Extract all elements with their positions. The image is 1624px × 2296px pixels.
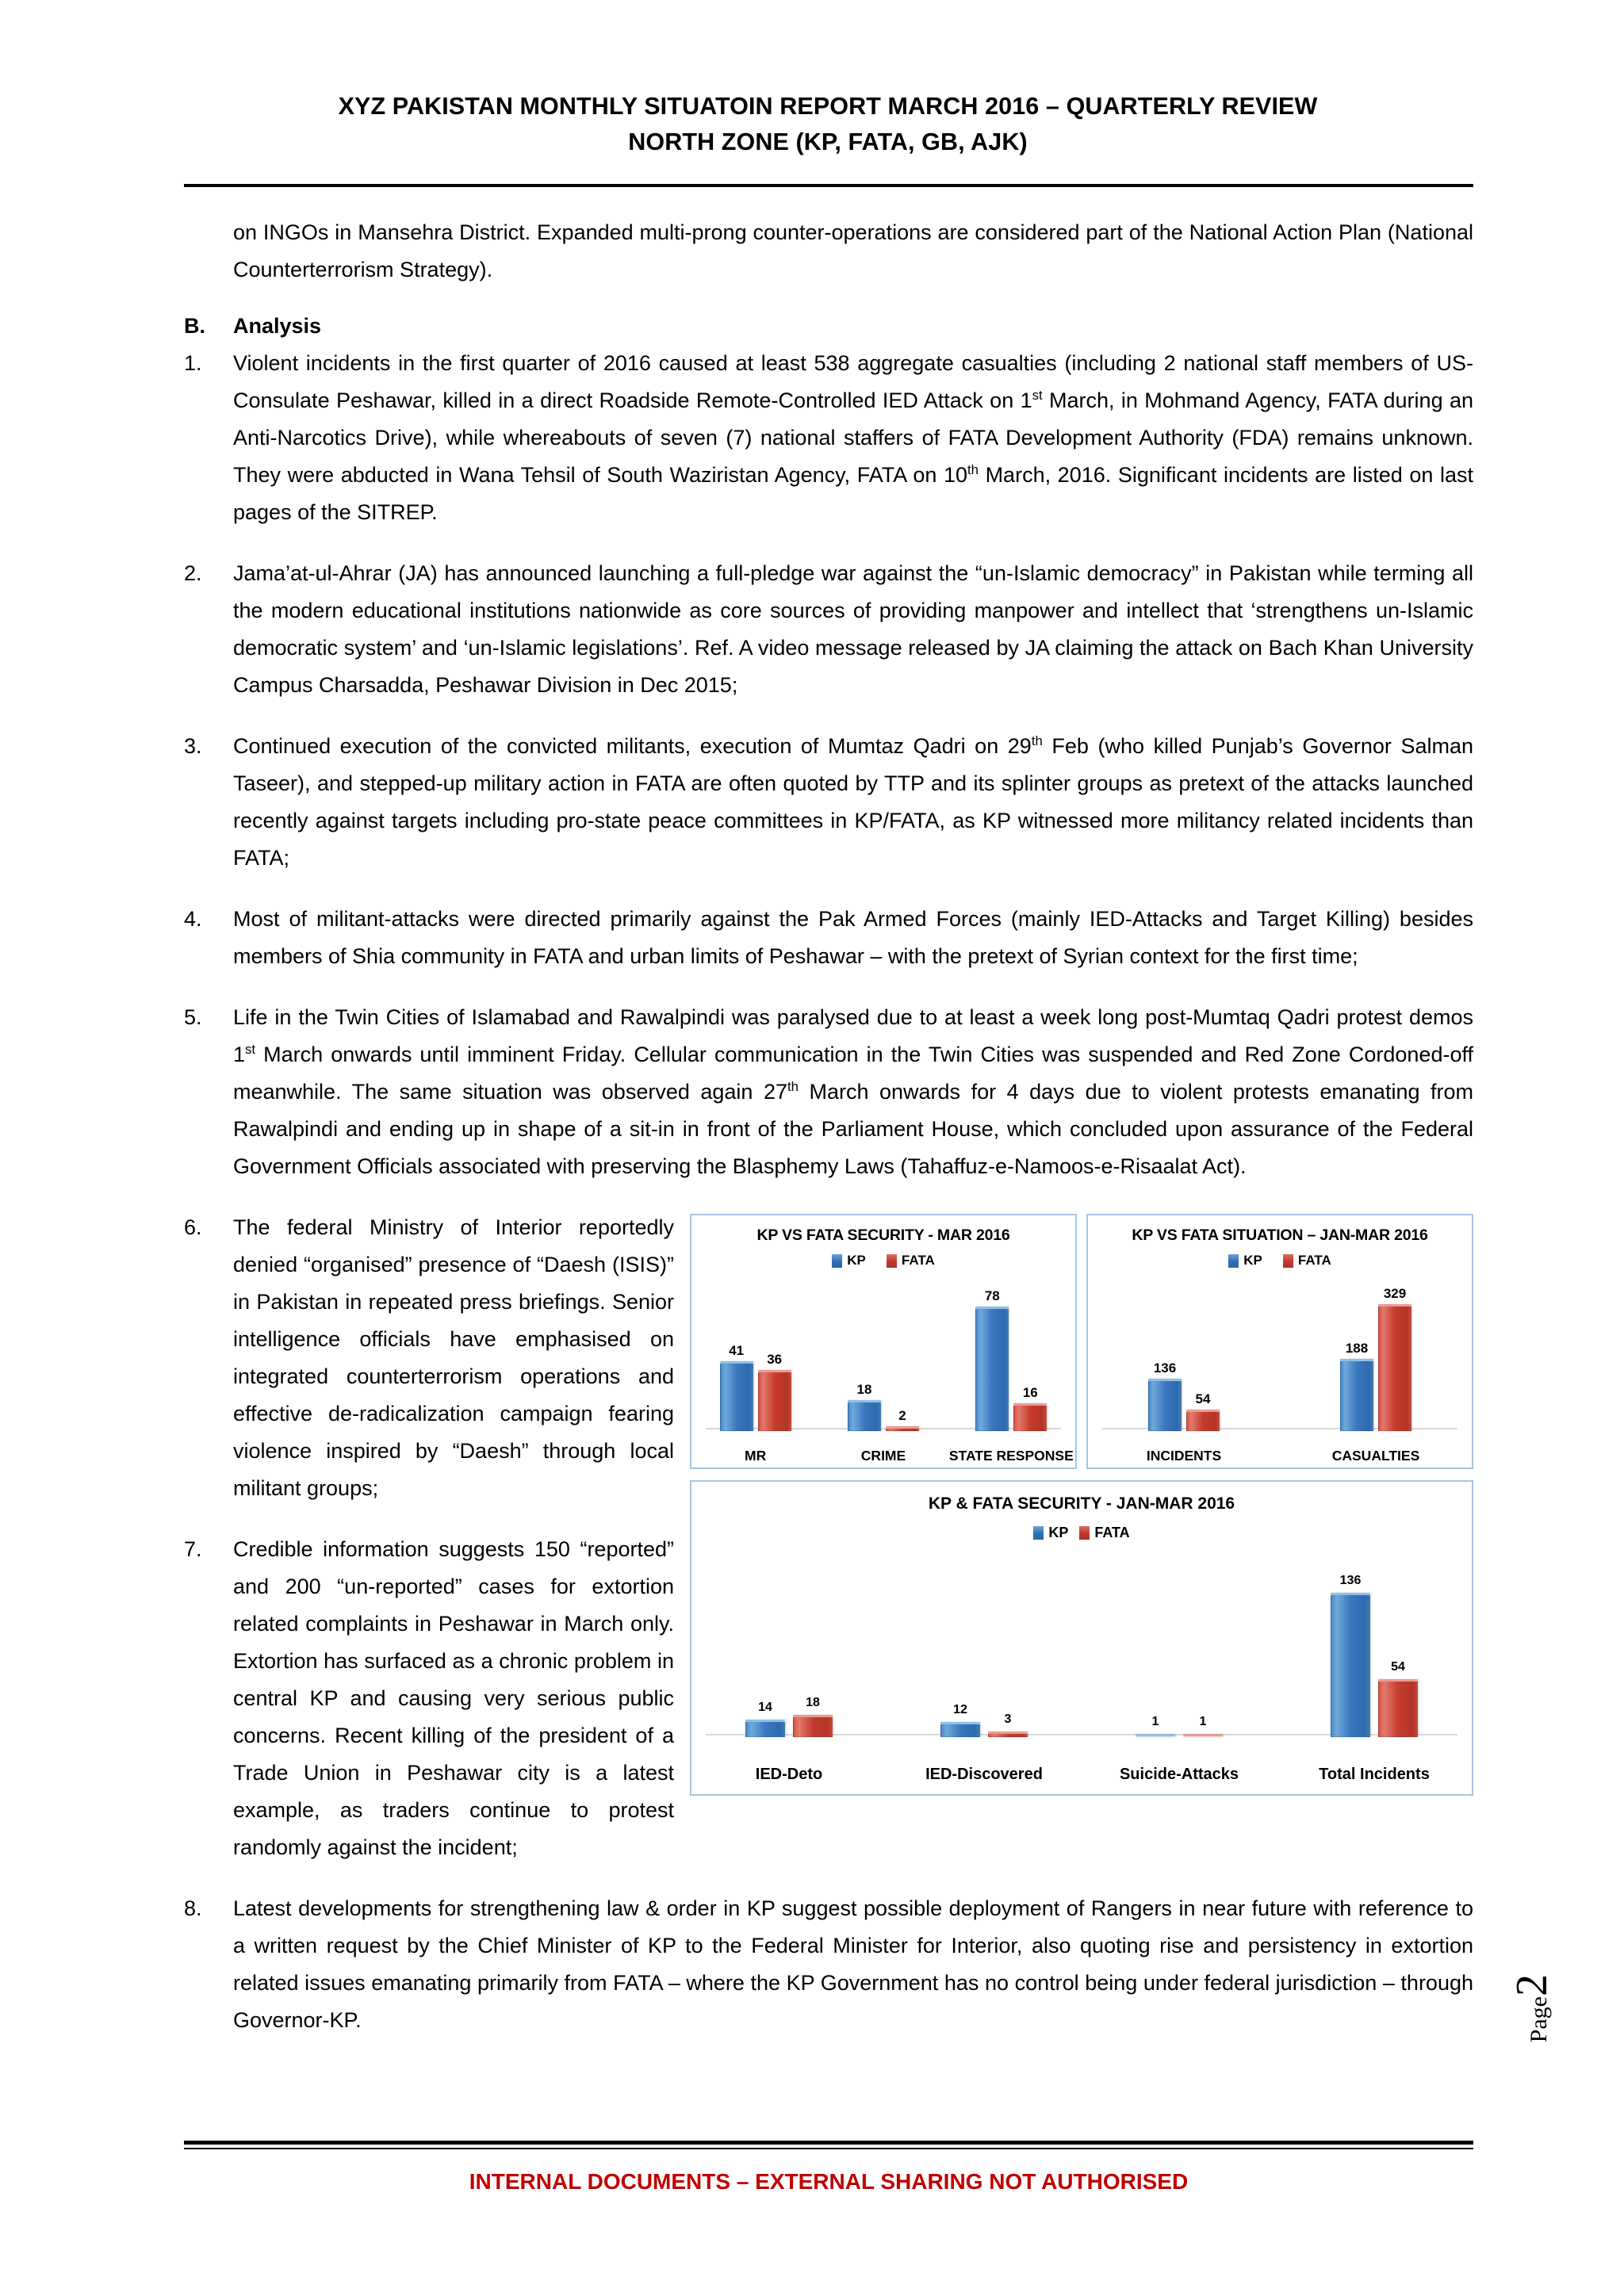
- chart-1-title: KP VS FATA SECURITY - MAR 2016: [756, 1226, 1010, 1244]
- chart-3-value-kp-total-incidents: 136: [1339, 1574, 1362, 1587]
- item-6-text: The federal Ministry of Interior reportedly denied “organised” presence of “Daesh (ISIS)” in Pakistan in repeated press briefings. Senior intelligence officials have emphasised on integrated counterterrorism operations and effective de-radicalization campaign fearing violence inspired by “Daesh” through local militant groups;: [233, 1215, 674, 1500]
- chart-1-value-fata-mr: 36: [767, 1352, 783, 1367]
- section-heading-analysis: [184, 308, 1473, 345]
- document-header: [184, 89, 1472, 160]
- chart-1-legend-label-kp: KP: [847, 1253, 866, 1268]
- list-marker-7: 7.: [184, 1537, 202, 1561]
- item-5-text-part-2: March onwards until imminent Friday. Cellular communication in the Twin Cities was suspended and Red Zone Cordoned-off meanwhile. The same situation was observed again 27: [233, 1043, 1473, 1104]
- list-marker-4: 4.: [184, 907, 202, 931]
- analysis-item-3: [184, 728, 1473, 877]
- analysis-item-2: [184, 555, 1473, 704]
- analysis-item-4: [184, 901, 1473, 975]
- chart-2-value-kp-incidents: 136: [1153, 1360, 1177, 1376]
- charts-and-text-block: [184, 1209, 1473, 1866]
- list-marker-5: 5.: [184, 1005, 202, 1029]
- page-number: [1507, 1974, 1557, 2042]
- footer-divider-thick: [184, 2141, 1473, 2145]
- chart-3-value-kp-suicide-attacks: 1: [1151, 1715, 1159, 1728]
- chart-3-value-fata-ied-deto: 18: [806, 1696, 820, 1709]
- item-5-ordinal-1: st: [245, 1042, 256, 1057]
- item-1-text-part-3: March, 2016. Significant incidents are listed on last pages of the SITREP.: [233, 463, 1473, 524]
- analysis-item-8: [184, 1890, 1473, 2039]
- item-7-text: Credible information suggests 150 “reported” and 200 “un-reported” cases for extortion related complaints in Peshawar in March only. Extortion has surfaced as a chronic problem in central KP and causing very serious public concerns. Recent killing of the president of a Trade Union in Peshawar city is a latest example, as traders continue to protest randomly against the incident;: [233, 1537, 674, 1859]
- item-3-text-part-1: Continued execution of the convicted militants, execution of Mumtaz Qadri on 29: [233, 734, 1032, 758]
- chart-3-value-kp-ied-deto: 14: [758, 1701, 772, 1714]
- page-number-value: 2: [1507, 1974, 1557, 1996]
- document-body: [184, 214, 1473, 2039]
- item-5-ordinal-2: th: [787, 1079, 799, 1094]
- chart-1-value-fata-state-response: 16: [1022, 1385, 1038, 1400]
- chart-3-category-label-suicide-attacks: Suicide-Attacks: [1119, 1766, 1239, 1783]
- item-1-text-part-1: Violent incidents in the first quarter of 2016 caused at least 538 aggregate casualties (including 2 national staff members of US-Consulate Peshawar, killed in a direct Roadside Remote-Controlled IED Attack on 1: [233, 351, 1473, 412]
- chart-3-category-label-ied-deto: IED-Deto: [755, 1766, 823, 1783]
- list-marker-3: 3.: [184, 734, 202, 758]
- intro-text: on INGOs in Mansehra District. Expanded multi-prong counter-operations are considered part of the National Action Plan (National Counterterrorism Strategy).: [233, 220, 1473, 281]
- item-1-ordinal-1: st: [1032, 388, 1043, 403]
- chart-1-legend-label-fata: FATA: [901, 1253, 935, 1268]
- item-1-text-part-2: March, in Mohmand Agency, FATA during an Anti-Narcotics Drive), while whereabouts of seven (7) national staffers of FATA Development Authority (FDA) remains unknown. They were abducted in Wana Tehsil of South Waziristan Agency, FATA on 10: [233, 388, 1473, 487]
- chart-1-category-label-mr: MR: [745, 1448, 767, 1464]
- chart-2-title: KP VS FATA SITUATION – JAN-MAR 2016: [1132, 1226, 1428, 1244]
- chart-2-value-fata-casualties: 329: [1383, 1286, 1407, 1301]
- chart-3-title: KP & FATA SECURITY - JAN-MAR 2016: [928, 1494, 1235, 1513]
- chart-3-value-kp-ied-discovered: 12: [953, 1703, 967, 1716]
- item-5-text-part-1: Life in the Twin Cities of Islamabad and Rawalpindi was paralysed due to at least a week long post-Mumtaq Qadri protest demos 1: [233, 1005, 1473, 1066]
- chart-2-category-label-casualties: CASUALTIES: [1331, 1448, 1420, 1464]
- chart-3-value-fata-total-incidents: 54: [1391, 1660, 1405, 1674]
- footer-confidentiality-notice: INTERNAL DOCUMENTS – EXTERNAL SHARING NOT AUTHORISED: [469, 2169, 1189, 2194]
- chart-3-category-label-total-incidents: Total Incidents: [1319, 1766, 1430, 1783]
- item-8-text: Latest developments for strengthening law & order in KP suggest possible deployment of Rangers in near future with reference to a written request by the Chief Minister of KP to the Federal Minister for Interior, also quoting rise and persistency in extortion related issues emanating primarily from FATA – where the KP Government has no control being under federal jurisdiction – through Governor-KP.: [233, 1896, 1473, 2032]
- chart-1-category-label-state-response: STATE RESPONSE: [948, 1448, 1074, 1464]
- analysis-item-5: [184, 999, 1473, 1185]
- chart-3-value-fata-ied-discovered: 3: [1004, 1712, 1012, 1726]
- chart-1-category-label-crime: CRIME: [860, 1448, 906, 1464]
- chart-1-value-kp-mr: 41: [729, 1343, 745, 1358]
- chart-2-category-label-incidents: INCIDENTS: [1146, 1448, 1222, 1464]
- analysis-item-7: [184, 1531, 1473, 1866]
- item-2-text: Jama’at-ul-Ahrar (JA) has announced launching a full-pledge war against the “un-Islamic democracy” in Pakistan while terming all the modern educational institutions nationwide as core sources of providing manpower and intellect that ‘strengthens un-Islamic democratic system’ and ‘un-Islamic legislations’. Ref. A video message released by JA claiming the attack on Bach Khan University Campus Charsadda, Peshawar Division in Dec 2015;: [233, 561, 1473, 697]
- chart-2-legend-label-kp: KP: [1243, 1253, 1262, 1268]
- list-marker-1: 1.: [184, 351, 202, 375]
- item-3-ordinal-1: th: [1031, 733, 1043, 748]
- list-marker-6: 6.: [184, 1215, 202, 1239]
- intro-paragraph: [184, 214, 1473, 289]
- analysis-item-6: [184, 1209, 1473, 1507]
- chart-1-value-fata-crime: 2: [898, 1408, 906, 1423]
- chart-1-value-kp-state-response: 78: [984, 1288, 1000, 1303]
- list-marker-2: 2.: [184, 561, 202, 585]
- item-1-ordinal-2: th: [967, 462, 979, 477]
- chart-3-legend-label-kp: KP: [1048, 1525, 1069, 1540]
- header-title-line-2: NORTH ZONE (KP, FATA, GB, AJK): [628, 128, 1028, 155]
- chart-1-value-kp-crime: 18: [856, 1382, 872, 1397]
- section-title: Analysis: [233, 314, 322, 338]
- item-5-text-part-3: March onwards for 4 days due to violent protests emanating from Rawalpindi and ending up in shape of a sit-in in front of the Parliament House, which concluded upon assurance of the Federal Government Officials associated with preserving the Blasphemy Laws (Tahaffuz-e-Namoos-e-Risaalat Act).: [233, 1080, 1473, 1178]
- chart-2-value-kp-casualties: 188: [1345, 1341, 1369, 1356]
- item-4-text: Most of militant-attacks were directed primarily against the Pak Armed Forces (mainly IED-Attacks and Target Killing) besides members of Shia community in FATA and urban limits of Peshawar – with the pretext of Syrian context for the first time;: [233, 907, 1473, 968]
- header-title-line-1: XYZ PAKISTAN MONTHLY SITUATOIN REPORT MARCH 2016 – QUARTERLY REVIEW: [338, 93, 1318, 120]
- list-marker-8: 8.: [184, 1896, 202, 1920]
- chart-3-category-label-ied-discovered: IED-Discovered: [925, 1766, 1043, 1783]
- analysis-item-1: [184, 345, 1473, 531]
- chart-2-value-fata-incidents: 54: [1195, 1391, 1211, 1406]
- header-divider: [184, 184, 1473, 187]
- item-3-text-part-2: Feb (who killed Punjab’s Governor Salman Taseer), and stepped-up military action in FATA are often quoted by TTP and its splinter groups as pretext of the attacks launched recently against targets including pro-state peace committees in KP/FATA, as KP witnessed more militancy related incidents than FATA;: [233, 734, 1473, 870]
- section-marker: B.: [184, 314, 205, 338]
- footer-divider-thin: [184, 2148, 1473, 2149]
- chart-2-legend-label-fata: FATA: [1297, 1253, 1331, 1268]
- chart-3-value-fata-suicide-attacks: 1: [1199, 1715, 1207, 1728]
- chart-3-legend-label-fata: FATA: [1094, 1525, 1130, 1540]
- page-number-label: Page: [1526, 1996, 1552, 2043]
